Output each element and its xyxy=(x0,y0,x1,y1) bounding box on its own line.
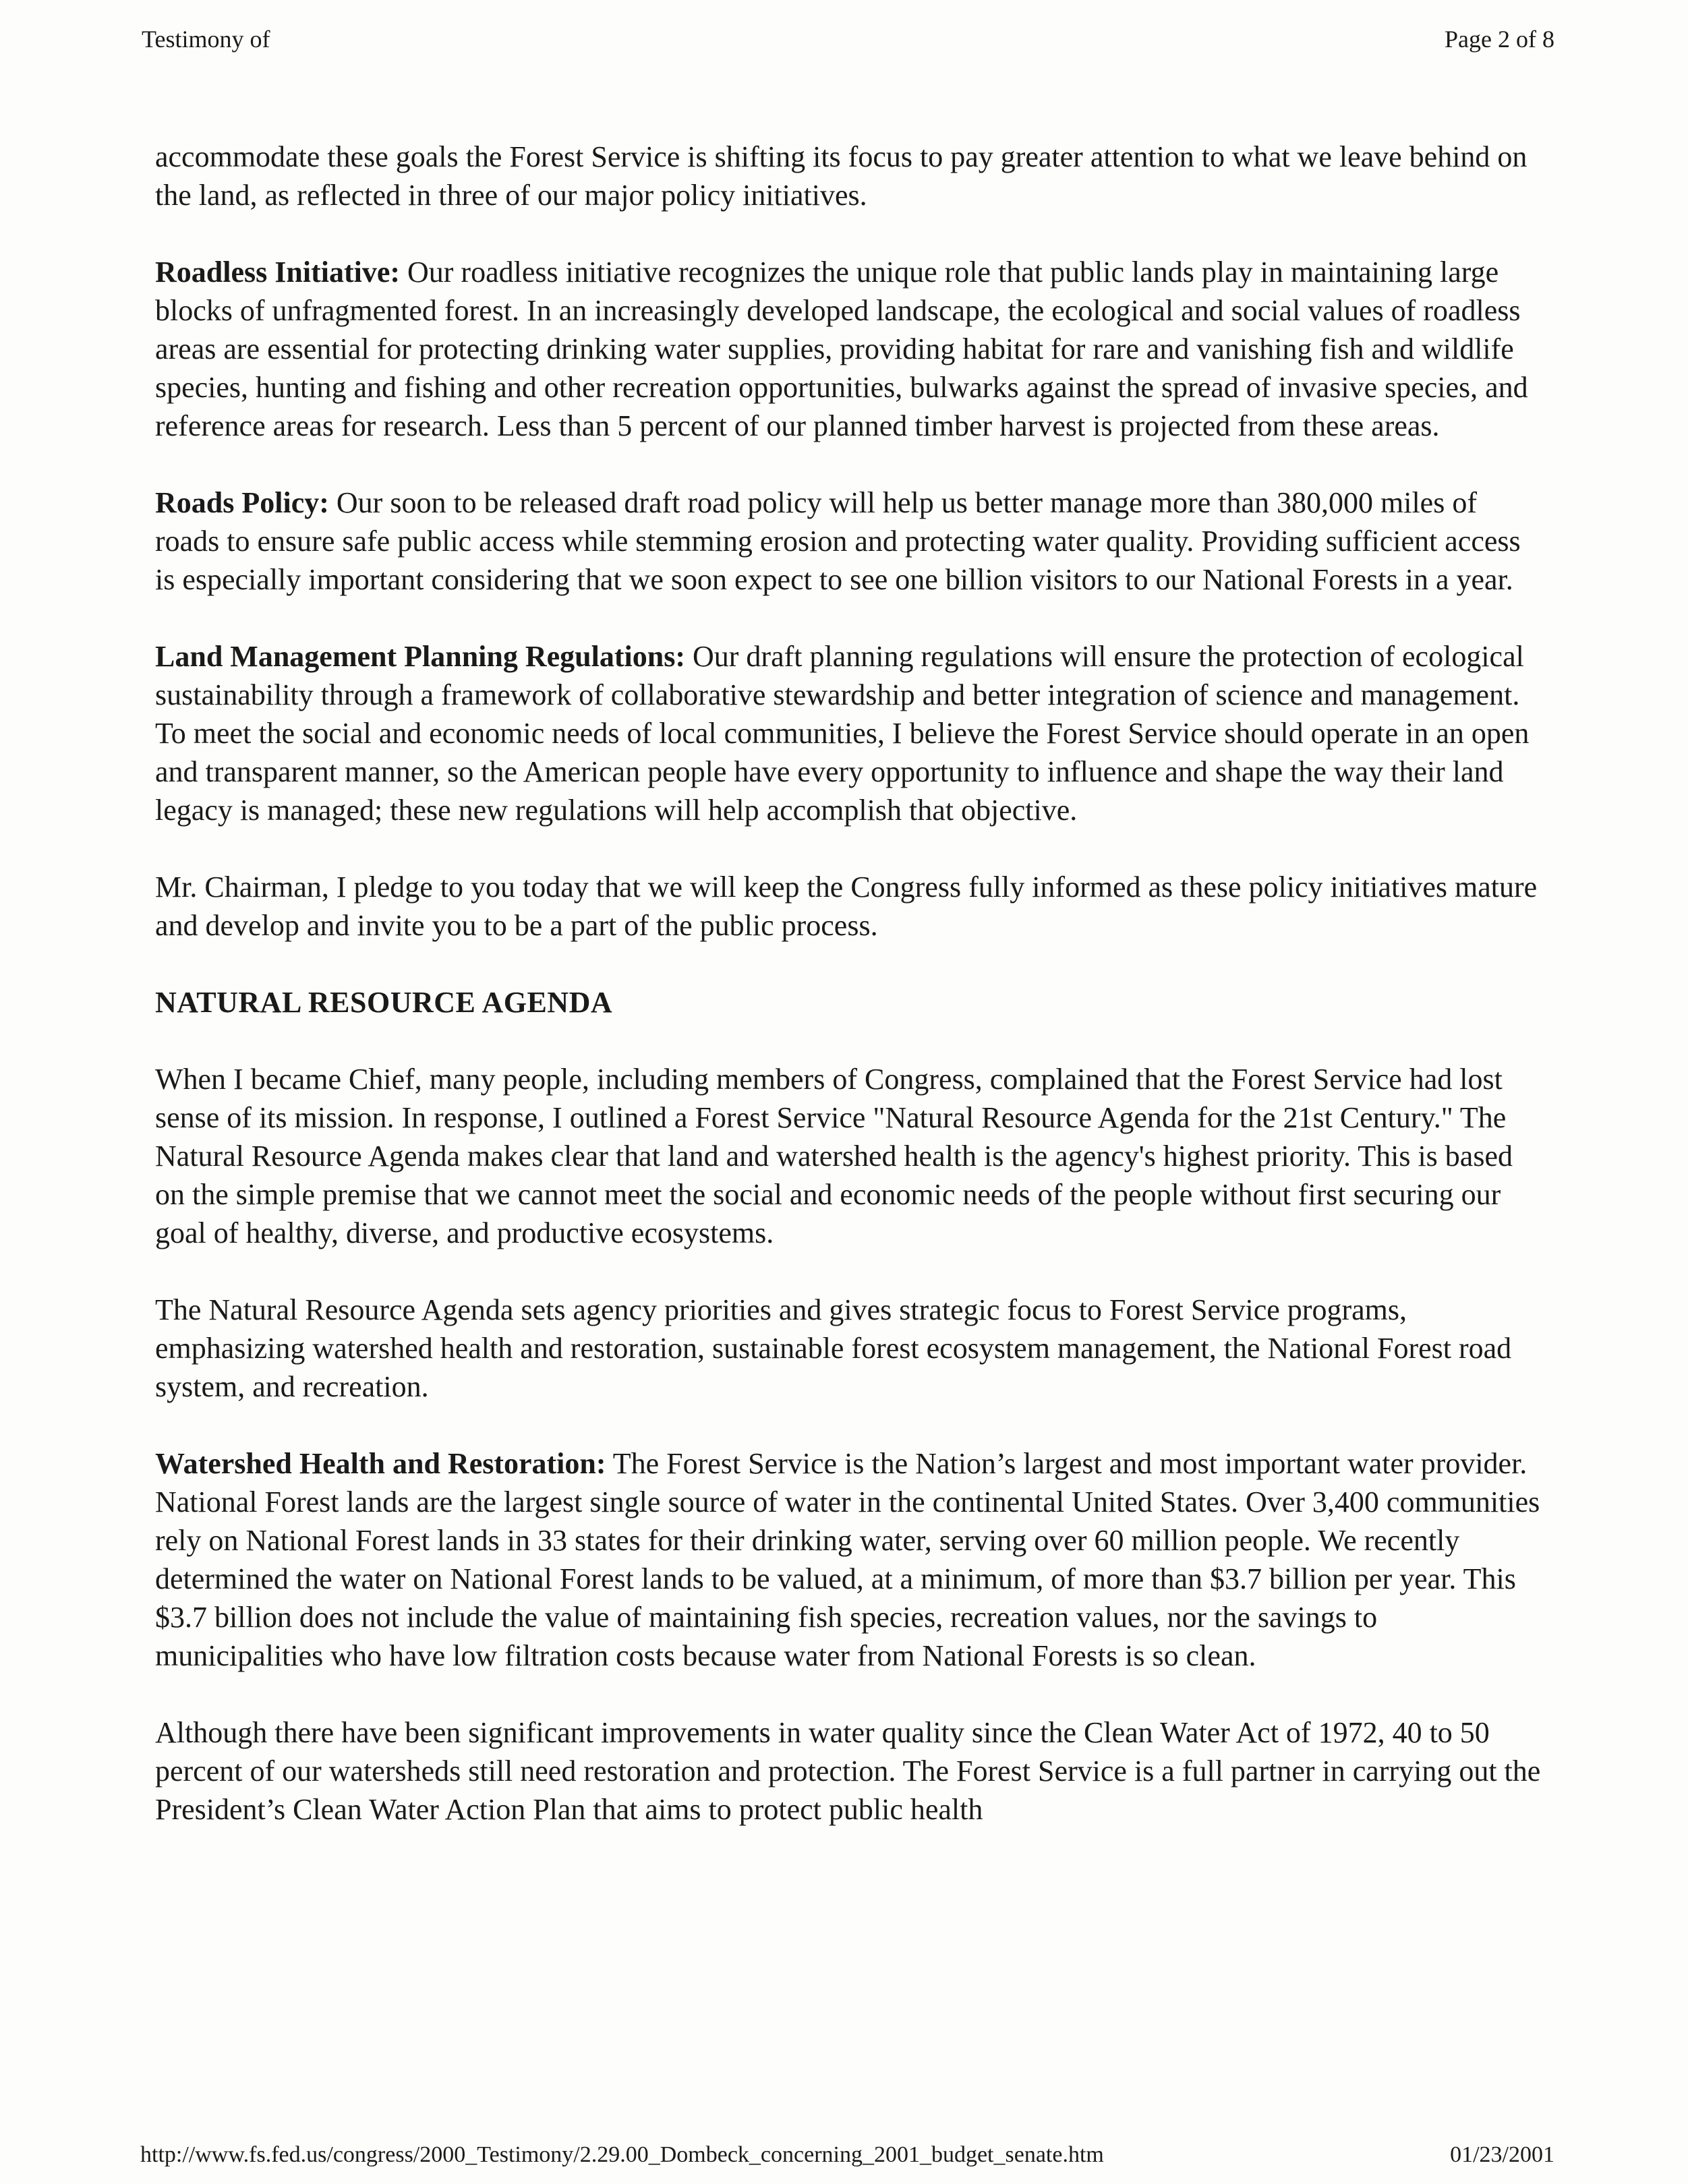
roads-paragraph xyxy=(155,483,1544,599)
intro-paragraph xyxy=(155,138,1544,214)
roads-heading: Roads Policy: xyxy=(155,486,329,519)
chief-paragraph xyxy=(155,1060,1544,1252)
planning-text: Our draft planning regulations will ensure the protection of ecological sustainability through a framework of collaborative stewardship and better integration of science and management. To meet the social and economic needs of local communities, I believe the Forest Service should operate in an open and transparent manner, so the American people have every opportunity to influence and shape the way their land legacy is managed; these new regulations will help accomplish that objective. xyxy=(155,640,1530,827)
intro-text: accommodate these goals the Forest Service is shifting its focus to pay greater attention to what we leave behind on the land, as reflected in three of our major policy initiatives. xyxy=(155,140,1527,212)
section-heading: NATURAL RESOURCE AGENDA xyxy=(155,986,613,1019)
clean-water-text: Although there have been significant improvements in water quality since the Clean Water Act of 1972, 40 to 50 percent of our watersheds still need restoration and protection. The Forest Service is a full partner in carrying out the President’s Clean Water Action Plan that aims to protect public health xyxy=(155,1716,1541,1826)
planning-heading: Land Management Planning Regulations: xyxy=(155,640,685,673)
footer-date: 01/23/2001 xyxy=(1450,2142,1554,2167)
pledge-text: Mr. Chairman, I pledge to you today that we will keep the Congress fully informed as these policy initiatives mature and develop and invite you to be a part of the public process. xyxy=(155,870,1538,942)
watershed-heading: Watershed Health and Restoration: xyxy=(155,1447,606,1480)
footer-url: http://www.fs.fed.us/congress/2000_Testimony/2.29.00_Dombeck_concerning_2001_budget_senate.htm xyxy=(140,2142,1104,2167)
watershed-paragraph xyxy=(155,1444,1544,1675)
roadless-heading: Roadless Initiative: xyxy=(155,256,400,289)
clean-water-paragraph xyxy=(155,1713,1544,1829)
agenda-text: The Natural Resource Agenda sets agency priorities and gives strategic focus to Forest Service programs, emphasizing watershed health and restoration, sustainable forest ecosystem management, the National Forest road system, and recreation. xyxy=(155,1293,1512,1403)
watershed-text: The Forest Service is the Nation’s largest and most important water provider. National Forest lands are the largest single source of water in the continental United States. Over 3,400 communities rely on National Forest lands in 33 states for their drinking water, serving over 60 million people. We recently determined the water on National Forest lands to be valued, at a minimum, of more than $3.7 billion per year. This $3.7 billion does not include the value of maintaining fish species, recreation values, nor the savings to municipalities who have low filtration costs because water from National Forests is so clean. xyxy=(155,1447,1540,1672)
roadless-text: Our roadless initiative recognizes the unique role that public lands play in maintaining large blocks of unfragmented forest. In an increasingly developed landscape, the ecological and social values of roadless areas are essential for protecting drinking water supplies, providing habitat for rare and vanishing fish and wildlife species, hunting and fishing and other recreation opportunities, bulwarks against the spread of invasive species, and reference areas for research. Less than 5 percent of our planned timber harvest is projected from these areas. xyxy=(155,256,1528,442)
header-title: Testimony of xyxy=(142,26,270,53)
roadless-paragraph xyxy=(155,253,1544,445)
agenda-paragraph xyxy=(155,1291,1544,1406)
pledge-paragraph xyxy=(155,868,1544,945)
chief-text: When I became Chief, many people, including members of Congress, complained that the Forest Service had lost sense of its mission. In response, I outlined a Forest Service "Natural Resource Agenda for the 21st Century." The Natural Resource Agenda makes clear that land and watershed health is the agency's highest priority. This is based on the simple premise that we cannot meet the social and economic needs of the people without first securing our goal of healthy, diverse, and productive ecosystems. xyxy=(155,1063,1513,1249)
roads-text: Our soon to be released draft road policy will help us better manage more than 380,000 miles of roads to ensure safe public access while stemming erosion and protecting water quality. Providing sufficient access is especially important considering that we soon expect to see one billion visitors to our National Forests in a year. xyxy=(155,486,1521,596)
document-body xyxy=(155,138,1544,1829)
page-number: Page 2 of 8 xyxy=(1445,26,1554,53)
planning-paragraph xyxy=(155,637,1544,829)
